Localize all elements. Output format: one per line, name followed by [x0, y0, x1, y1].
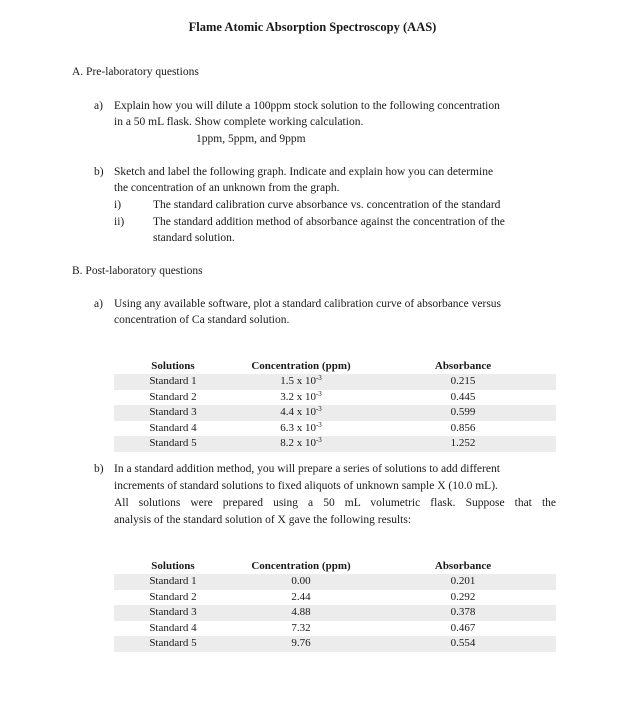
absorbance-cell: 0.292	[450, 590, 476, 603]
absorbance-cell: 0.856	[450, 421, 476, 434]
sub-item-ii-text: standard solution.	[153, 232, 235, 244]
solution-cell: Standard 4	[149, 421, 197, 434]
solution-cell: Standard 2	[149, 590, 197, 603]
question-a-b-line: the concentration of an unknown from the graph.	[114, 182, 340, 194]
table-row	[114, 436, 556, 452]
table-row	[114, 374, 556, 390]
question-b-b-line: In a standard addition method, you will prepare a series of solutions to add different	[114, 463, 500, 475]
absorbance-cell: 1.252	[370, 436, 556, 452]
question-b-b-line: analysis of the standard solution of X gave the following results:	[114, 514, 412, 526]
table-header-row	[114, 359, 556, 374]
concentration-cell: 6.3 x $10^{-3}$	[280, 420, 322, 434]
concentration-cell: 1.5 x $10^{-3}$	[232, 374, 370, 390]
question-b-b-line: increments of standard solutions to fixed aliquots of unknown sample X (10.0 mL).	[114, 480, 498, 492]
absorbance-cell: 0.554	[370, 636, 556, 652]
question-a-a-label: a)	[94, 100, 103, 112]
concentration-cell: 7.32	[291, 621, 311, 634]
absorbance-cell: 0.378	[370, 605, 556, 621]
sub-item-ii-label: ii)	[114, 216, 125, 228]
table-row	[114, 621, 556, 637]
concentration-cell: 4.88	[232, 605, 370, 621]
column-header: Concentration (ppm)	[251, 560, 351, 572]
question-a-a-line: Explain how you will dilute a 100ppm stock solution to the following concentration	[114, 100, 500, 112]
page-title: Flame Atomic Absorption Spectroscopy (AAS)	[188, 20, 437, 34]
concentration-cell: 4.4 x $10^{-3}$	[232, 405, 370, 421]
absorbance-cell: 0.467	[450, 621, 476, 634]
solution-cell: Standard 5	[114, 436, 232, 452]
question-a-b-line: Sketch and label the following graph. Indicate and explain how you can determine	[114, 166, 494, 178]
absorbance-cell: 0.445	[450, 390, 476, 403]
absorbance-cell: 0.215	[370, 374, 556, 390]
table-row	[114, 590, 556, 606]
table-row	[114, 636, 556, 652]
column-header: Concentration (ppm)	[251, 360, 351, 372]
section-a-heading: A. Pre-laboratory questions	[72, 66, 199, 78]
standard-addition-table	[114, 559, 556, 652]
question-a-a-line: in a 50 mL flask. Show complete working calculation.	[114, 116, 364, 128]
solution-cell: Standard 1	[114, 374, 232, 390]
concentration-cell: 8.2 x $10^{-3}$	[232, 436, 370, 452]
solution-cell: Standard 2	[149, 390, 197, 403]
table-row	[114, 421, 556, 437]
question-a-a-concentrations: 1ppm, 5ppm, and 9ppm	[196, 133, 306, 145]
concentration-cell: 9.76	[232, 636, 370, 652]
section-b-heading: B. Post-laboratory questions	[72, 265, 203, 277]
solution-cell: Standard 3	[114, 605, 232, 621]
solution-cell: Standard 4	[149, 621, 197, 634]
column-header: Solutions	[151, 360, 195, 372]
question-b-a-line: concentration of Ca standard solution.	[114, 314, 290, 326]
column-header: Absorbance	[434, 360, 492, 372]
question-b-b-label: b)	[94, 463, 104, 475]
table-header-row	[114, 559, 556, 574]
solution-cell: Standard 3	[114, 405, 232, 421]
concentration-cell: 3.2 x $10^{-3}$	[280, 389, 322, 403]
absorbance-cell: 0.201	[370, 574, 556, 590]
question-a-b-label: b)	[94, 166, 104, 178]
solution-cell: Standard 1	[114, 574, 232, 590]
table-row	[114, 605, 556, 621]
concentration-cell: 2.44	[291, 590, 311, 603]
column-header: Absorbance	[434, 560, 492, 572]
table-row	[114, 390, 556, 406]
absorbance-cell: 0.599	[370, 405, 556, 421]
question-b-a-label: a)	[94, 298, 103, 310]
table-row	[114, 405, 556, 421]
sub-item-i-text: The standard calibration curve absorbance vs. concentration of the standard	[153, 199, 501, 211]
column-header: Solutions	[151, 560, 195, 572]
question-b-a-line: Using any available software, plot a standard calibration curve of absorbance versus	[114, 298, 502, 310]
sub-item-i-label: i)	[114, 199, 122, 211]
table-row	[114, 574, 556, 590]
sub-item-ii-text: The standard addition method of absorbance against the concentration of the	[153, 216, 505, 228]
concentration-cell: 0.00	[232, 574, 370, 590]
question-b-b-line: All solutions were prepared using a 50 mL volumetric flask. Suppose that the	[114, 497, 556, 509]
solution-cell: Standard 5	[114, 636, 232, 652]
calibration-table	[114, 359, 556, 452]
